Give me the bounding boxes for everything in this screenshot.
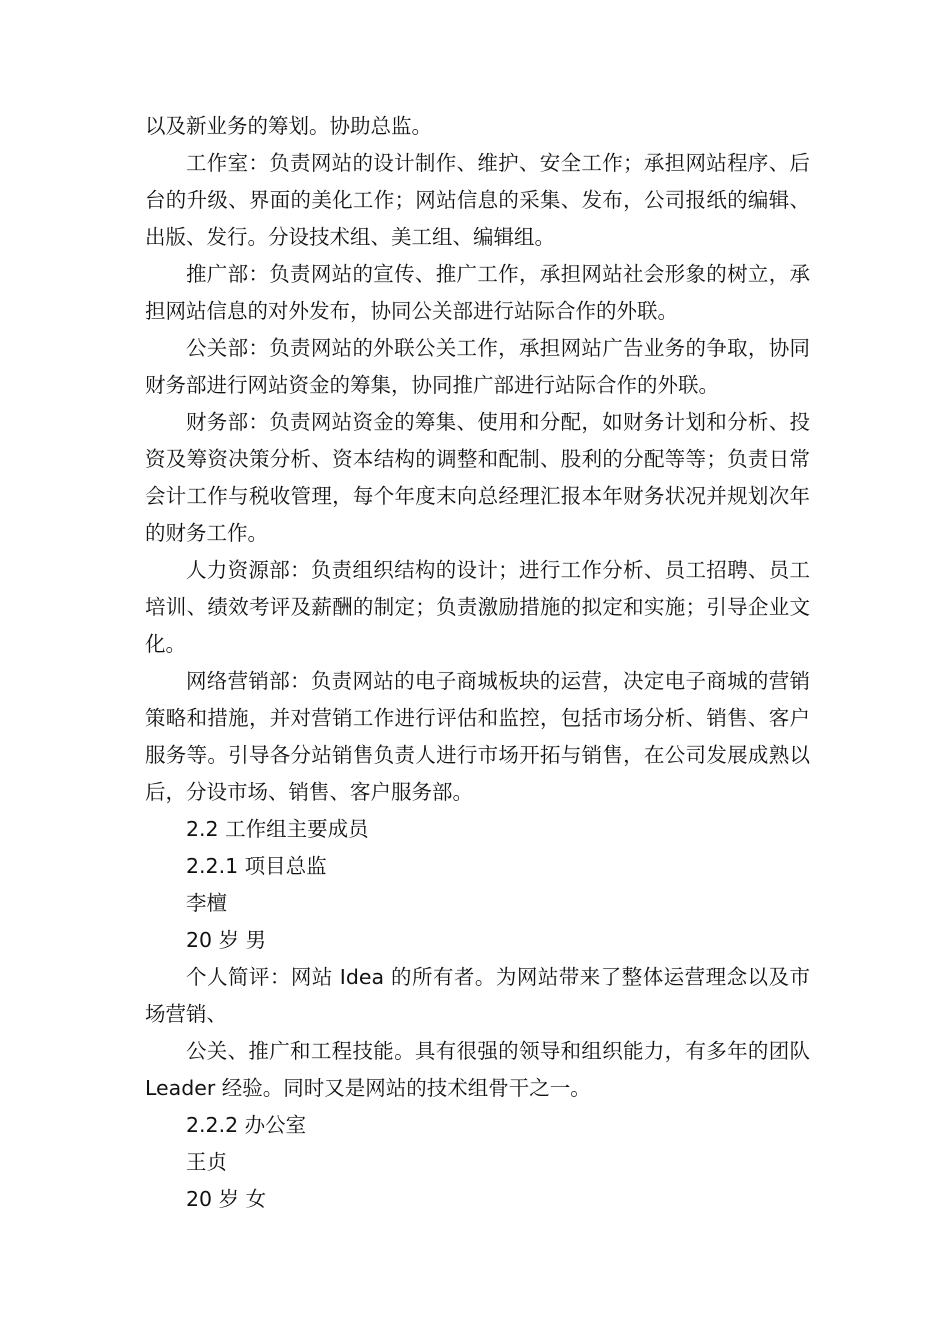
member-name: 王贞 (186, 1150, 227, 1174)
subsection-heading-project-director: 2.2.1 项目总监 (186, 854, 327, 878)
member-name: 李檀 (186, 891, 227, 915)
paragraph-continuation: 以及新业务的筹划。协助总监。 (145, 114, 432, 138)
paragraph-promotion-dept: 推广部：负责网站的宣传、推广工作，承担网站社会形象的树立，承担网站信息的对外发布，协同公关部进行站际合作的外联。 (145, 262, 810, 323)
paragraph-studio: 工作室：负责网站的设计制作、维护、安全工作；承担网站程序、后台的升级、界面的美化工作；网站信息的采集、发布，公司报纸的编辑、出版、发行。分设技术组、美工组、编辑组。 (145, 151, 810, 249)
paragraph-pr-dept: 公关部：负责网站的外联公关工作，承担网站广告业务的争取，协同财务部进行网站资金的筹集，协同推广部进行站际合作的外联。 (145, 336, 810, 397)
section-heading-team-members: 2.2 工作组主要成员 (186, 817, 369, 841)
paragraph-hr-dept: 人力资源部：负责组织结构的设计；进行工作分析、员工招聘、员工培训、绩效考评及薪酬的制定；负责激励措施的拟定和实施；引导企业文化。 (145, 558, 810, 656)
paragraph-finance-dept: 财务部：负责网站资金的筹集、使用和分配，如财务计划和分析、投资及筹资决策分析、资本结构的调整和配制、股利的分配等等；负责日常会计工作与税收管理，每个年度末向总经理汇报本年财务状况并规划次年的财务工作。 (145, 410, 810, 545)
member-profile: 个人简评：网站 Idea 的所有者。为网站带来了整体运营理念以及市场营销、 (145, 965, 810, 1026)
member-age-gender: 20 岁 女 (186, 1187, 267, 1211)
subsection-heading-office: 2.2.2 办公室 (186, 1113, 307, 1137)
member-age-gender: 20 岁 男 (186, 928, 267, 952)
paragraph-marketing-dept: 网络营销部：负责网站的电子商城板块的运营，决定电子商城的营销策略和措施，并对营销工作进行评估和监控，包括市场分析、销售、客户服务等。引导各分站销售负责人进行市场开拓与销售，在公司发展成熟以后，分设市场、销售、客户服务部。 (145, 669, 810, 804)
member-profile-continued: 公关、推广和工程技能。具有很强的领导和组织能力，有多年的团队 Leader 经验。同时又是网站的技术组骨干之一。 (145, 1039, 810, 1100)
document-page (145, 108, 810, 1218)
